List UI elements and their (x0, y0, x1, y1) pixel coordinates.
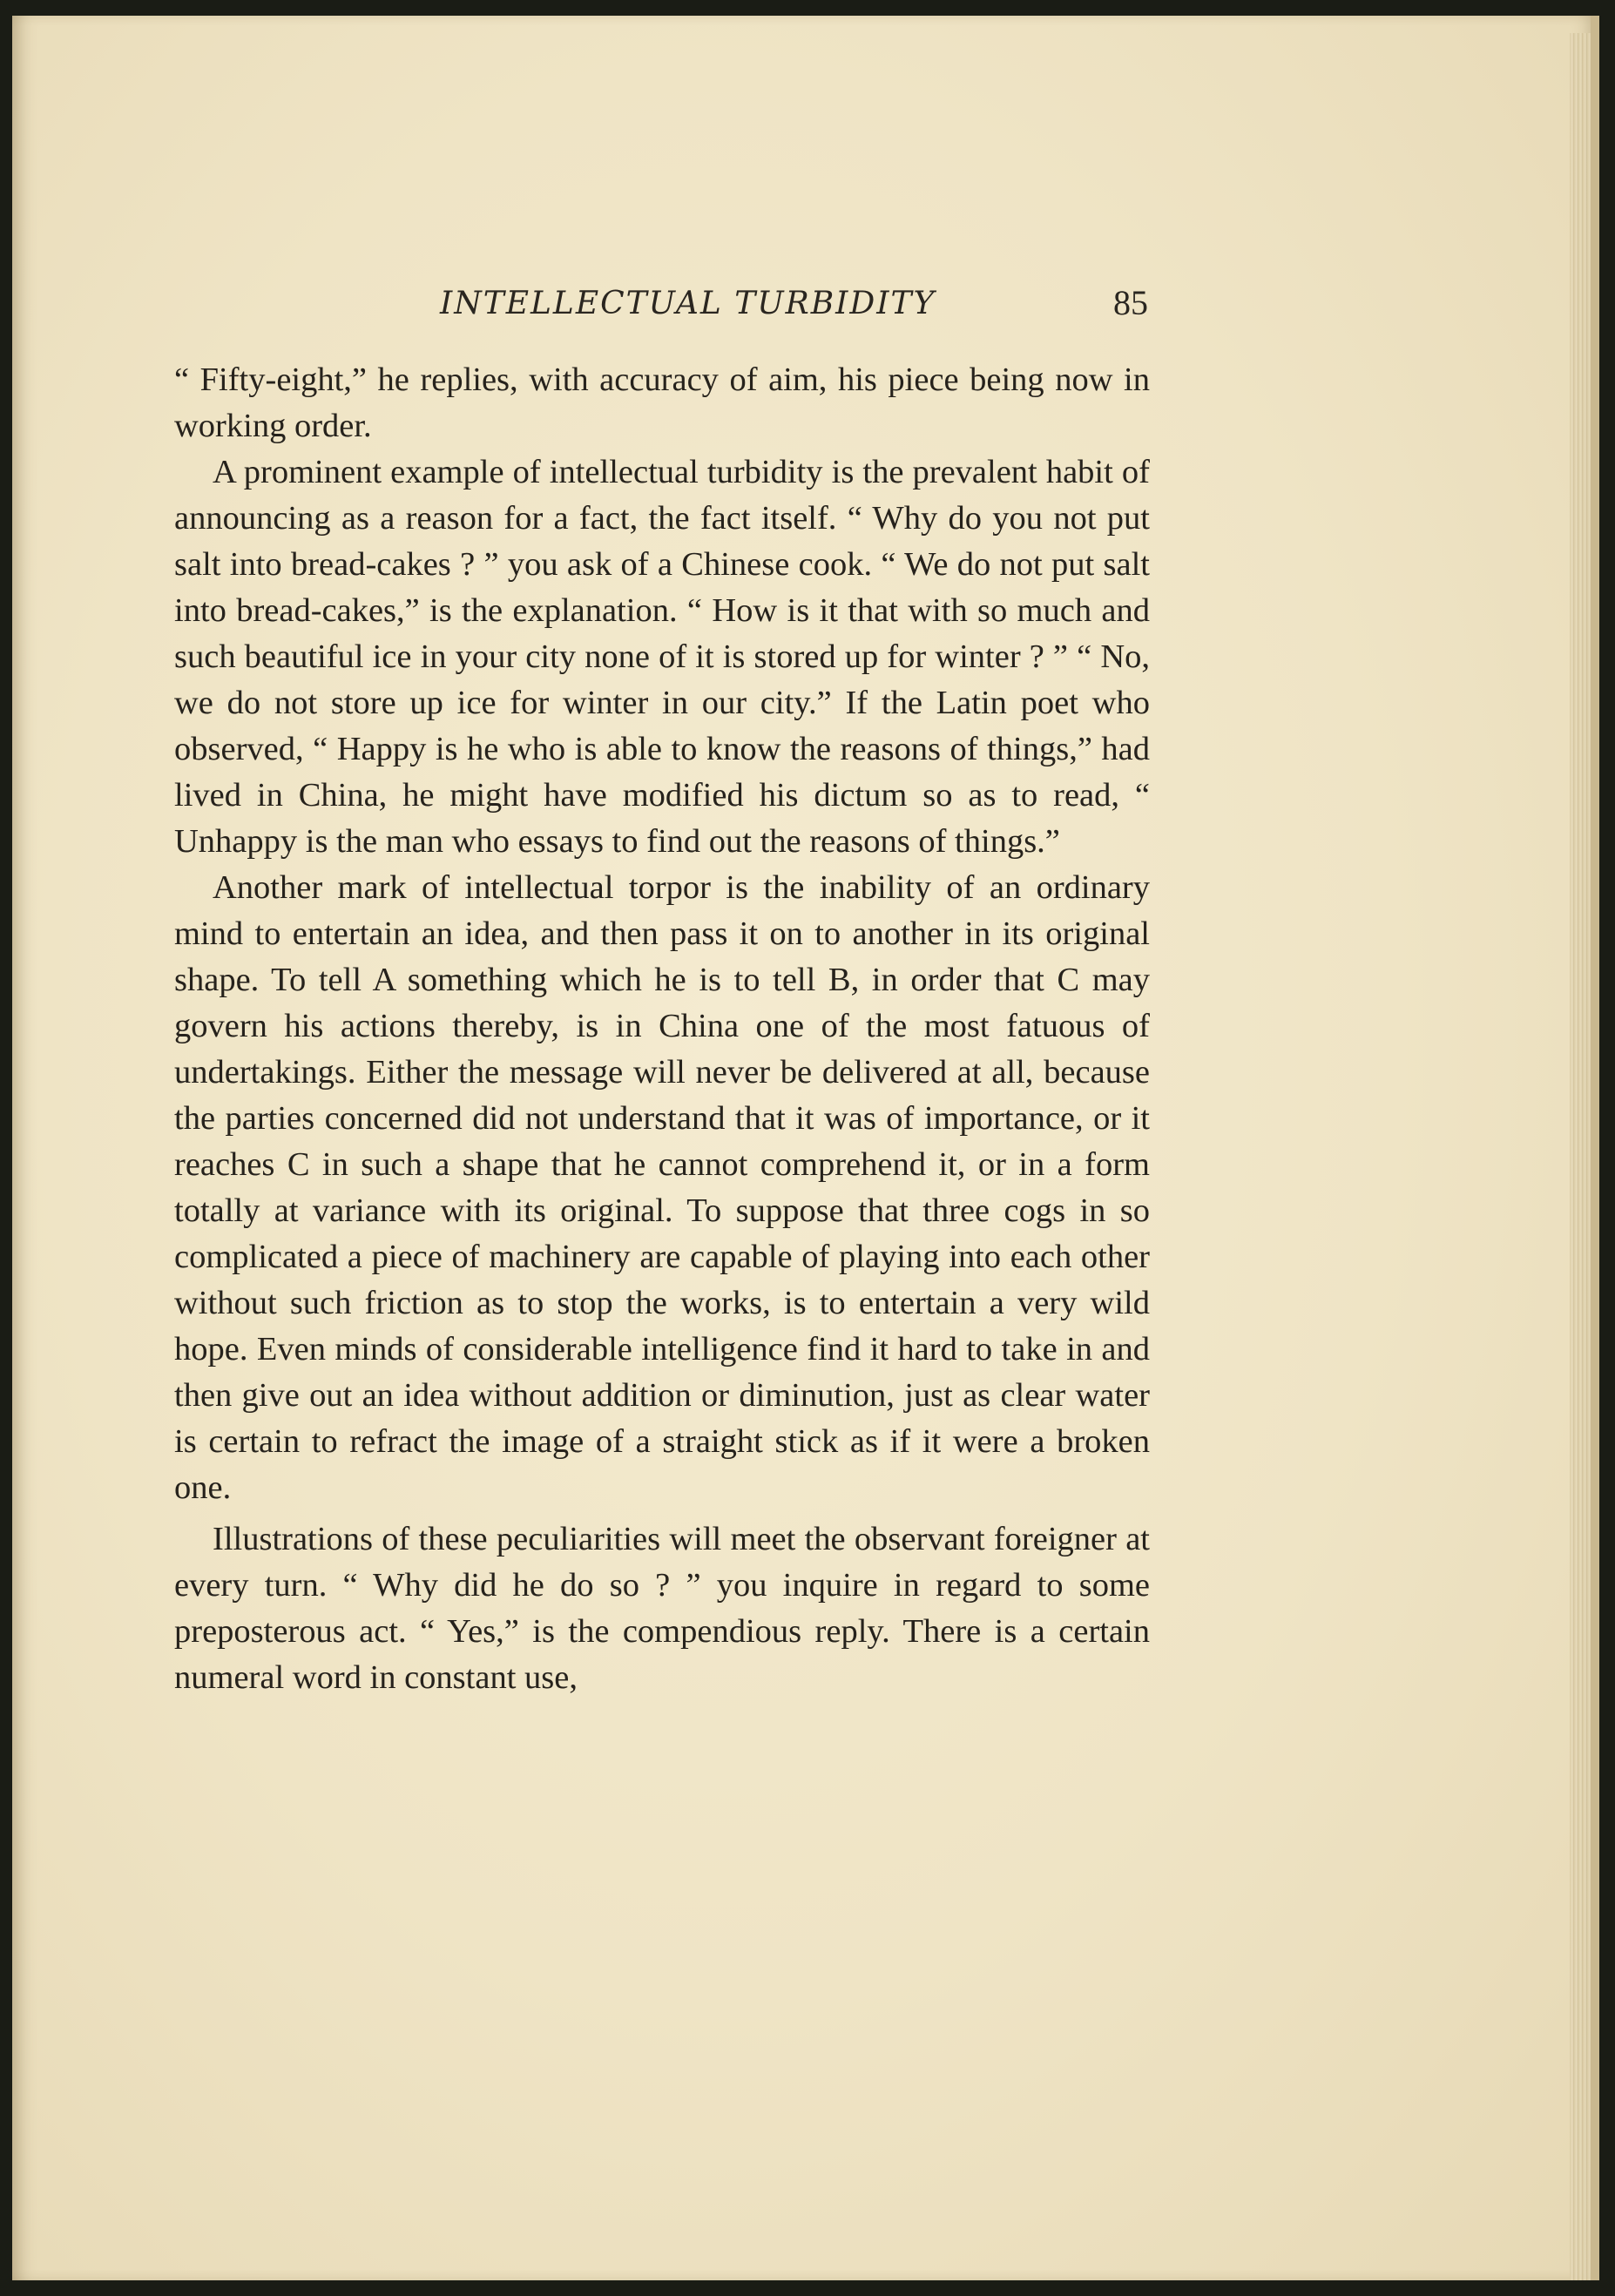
running-head: INTELLECTUAL TURBIDITY (440, 286, 936, 321)
page-edge-decoration (1570, 33, 1591, 2280)
paragraph: Another mark of intellectual torpor is the inability of an ordinary mind to entertain an idea, and then pass it on to another in its original shape. To tell A something which he is to tell B, in order that C may govern his actions thereby, is in China one of the most fatuous of undertakings. Either the message will never be delivered at all, because the parties concerned did not understand that it was of importance, or it reaches C in such a shape that he cannot comprehend it, or in a form totally at variance with its original. To suppose that three cogs in so complicated a piece of machinery are capable of playing into each other without such friction as to stop the works, is to entertain a very wild hope. Even minds of considerable intelligence find it hard to take in and then give out an idea without addition or diminution, just as clear water is certain to refract the image of a straight stick as if it were a broken one. (174, 869, 1150, 1506)
page-header (174, 279, 1159, 331)
paragraph: “ Fifty-eight,” he replies, with accuracy of aim, his piece being now in working order. (174, 361, 1150, 444)
paragraph: Illustrations of these peculiarities will meet the observant foreigner at every turn. “ Why did he do so ? ” you inquire in regard to some preposterous act. “ Yes,” is the compendious reply. There is a certain numeral word in constant use, (174, 1521, 1150, 1696)
paragraph: A prominent example of intellectual turbidity is the prevalent habit of announcing as a reason for a fact, the fact itself. “ Why do you not put salt into bread-cakes ? ” you ask of a Chinese cook. “ We do not put salt into bread-cakes,” is the explanation. “ How is it that with so much and such beautiful ice in your city none of it is stored up for winter ? ” “ No, we do not store up ice for winter in our city.” If the Latin poet who observed, “ Happy is he who is able to know the reasons of things,” had lived in China, he might have modified his dictum so as to read, “ Unhappy is the man who essays to find out the reasons of things.” (174, 454, 1150, 860)
body-text (174, 357, 1150, 1701)
page-number: 85 (1113, 283, 1148, 322)
